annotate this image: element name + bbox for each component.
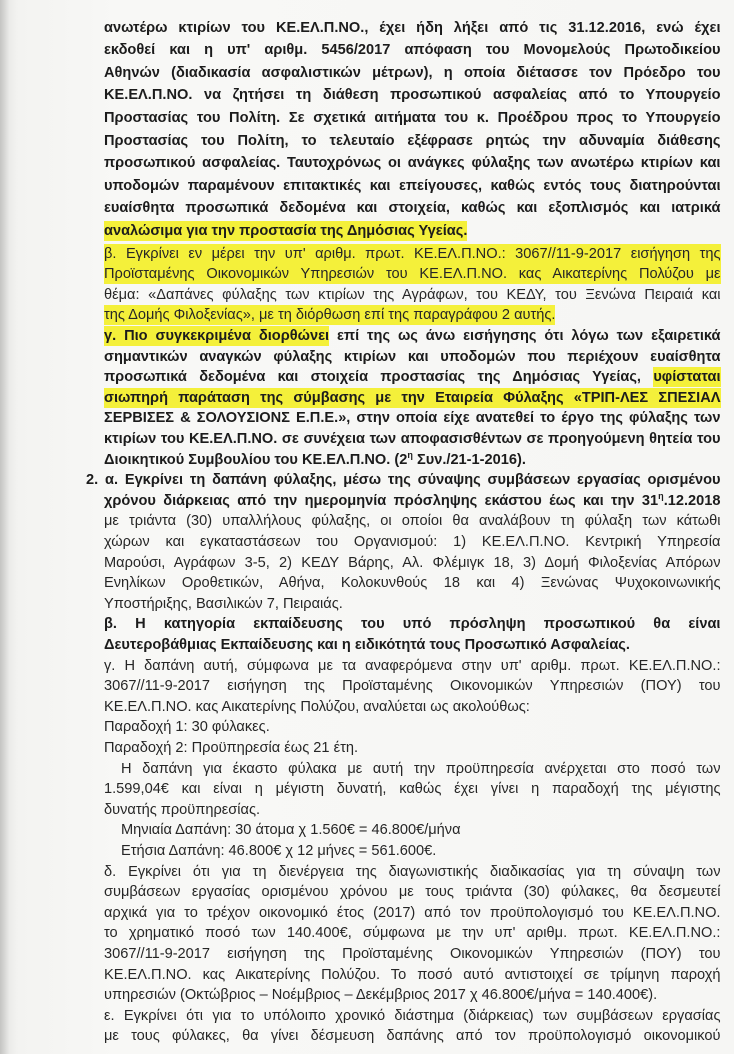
line-text: Αθηνών (διαδικασία ασφαλιστικών μέτρων), η οποία διέτασσε τον Πρόεδρο του bbox=[104, 64, 721, 81]
line-text: υποδομών παραμένουν επιτακτικές και επείγουσες, καθώς εντός τους διατηρούνται bbox=[104, 177, 721, 194]
line-text: ε. Εγκρίνει ότι για το υπόλοιπο χρονικό διάστημα (διάρκειας) των συμβάσεων εργασίας bbox=[104, 1007, 721, 1024]
line-text: β. Η κατηγορία εκπαίδευσης του υπό πρόσληψη προσωπικού θα είναι bbox=[104, 616, 721, 633]
text-line bbox=[104, 594, 721, 615]
text-line bbox=[104, 1026, 721, 1047]
text-line bbox=[104, 285, 721, 306]
line-text: ΚΕ.ΕΛ.Π.ΝΟ. κας Αικατερίνης Πολύζου. Το ποσό αυτό αντιστοιχεί σε τρίμηνη παροχή bbox=[104, 966, 721, 983]
line-text: συμβάσεων εργασίας ορισμένου χρόνου με τους τριάντα (30) φύλακες, θα δεσμευτεί bbox=[104, 884, 721, 901]
line-text: προσωπικά δεδομένα και στοιχεία προστασίας της Δημόσιας Υγείας, bbox=[104, 369, 654, 386]
text-line bbox=[104, 965, 721, 986]
text-line bbox=[104, 221, 721, 242]
line-text: Μηνιαία Δαπάνη: 30 άτομα χ 1.560€ = 46.800€/μήνα bbox=[121, 822, 461, 839]
text-line bbox=[104, 1006, 721, 1027]
text-line bbox=[104, 198, 721, 219]
text-line bbox=[104, 63, 721, 84]
line-text: Παραδοχή 1: 30 φύλακες. bbox=[104, 719, 270, 736]
assumption-line bbox=[104, 738, 721, 759]
line-text: εκδοθεί και η υπ' αριθμ. 5456/2017 απόφαση του Μονομελούς Πρωτοδικείου bbox=[104, 42, 721, 59]
line-content bbox=[104, 367, 721, 387]
line-text: κτιρίων του ΚΕ.ΕΛ.Π.ΝΟ. σε συνέχεια των αποφασισθέντων σε προηγούμενη θητεία του bbox=[104, 430, 721, 447]
text-line bbox=[104, 367, 721, 388]
line-text: ΚΕ.ΕΛ.Π.ΝΟ. να ζητήσει τη διάθεση προσωπικού ασφαλείας από το Υπουργείο bbox=[104, 87, 721, 104]
text-line bbox=[104, 153, 721, 174]
line-text: με τριάντα (30) υπαλλήλους φύλαξης, οι οποίοι θα αναλάβουν τη φύλαξη των κάτωθι bbox=[104, 513, 721, 530]
text-line bbox=[104, 388, 721, 409]
superscript-text: η bbox=[407, 449, 413, 460]
text-line bbox=[104, 923, 721, 944]
text-line bbox=[104, 429, 721, 450]
annual-cost-line bbox=[121, 841, 721, 862]
line-text: ΚΕ.ΕΛ.Π.ΝΟ. κας Αικατερίνης Πολύζου, αναλύεται ως ακολούθως: bbox=[104, 698, 530, 715]
text-line bbox=[104, 944, 721, 965]
text-line bbox=[104, 573, 721, 594]
line-text: σημαντικών αναγκών φύλαξης κτιρίων και υποδομών που περιέχουν ευαίσθητα bbox=[104, 348, 721, 365]
highlighted-text: της Δομής Φιλοξενίας», με τη διόρθωση επί της παραγράφου 2 αυτής. bbox=[104, 307, 556, 324]
line-text: θέμα: «Δαπάνες φύλαξης των κτιρίων της Αγράφων, του ΚΕΔΥ, του Ξενώνα Πειραιά και bbox=[104, 286, 721, 303]
monthly-cost-line bbox=[121, 820, 721, 841]
line-text: 3067//11-9-2017 εισήγηση της Προϊσταμένης Οικονομικών Υπηρεσιών (ΠΟΥ) του bbox=[104, 945, 721, 962]
text-line bbox=[104, 264, 721, 285]
line-text: ευαίσθητα προσωπικά δεδομένα και στοιχεία, καθώς και εξοπλισμός και ιατρικά bbox=[104, 200, 721, 217]
line-text: γ. Η δαπάνη αυτή, σύμφωνα με τα αναφερόμενα στην υπ' αριθμ. πρωτ. ΚΕ.ΕΛ.Π.ΝΟ.: bbox=[104, 657, 721, 674]
text-line bbox=[104, 18, 721, 39]
highlighted-text: αναλώσιμα για την προστασία της Δημόσιας Υγείας. bbox=[104, 222, 468, 239]
line-text: χρόνου διάρκειας από την ημερομηνία πρόσληψης εκάστου έως και την 31 bbox=[104, 492, 659, 509]
text-line bbox=[104, 614, 721, 635]
line-text: 1.599,04€ και είναι η μέγιστη δυνατή, καθώς έχει γίνει η παραδοχή της μέγιστης bbox=[104, 781, 721, 798]
text-line bbox=[104, 676, 721, 697]
line-text: χώρων και εγκαταστάσεων του Οργανισμού: 1) ΚΕ.ΕΛ.Π.ΝΟ. Κεντρική Υπηρεσία bbox=[104, 533, 721, 550]
highlighted-text: γ. Πιο συγκεκριμένα διορθώνει bbox=[104, 327, 330, 344]
line-text: Δευτεροβάθμιας Εκπαίδευσης και η ειδικότητά τους Προσωπικό Ασφαλείας. bbox=[104, 636, 630, 653]
text-line bbox=[104, 862, 721, 883]
text-line bbox=[104, 903, 721, 924]
text-line bbox=[104, 697, 721, 718]
line-text: 3067//11-9-2017 εισήγηση της Προϊσταμένης Οικονομικών Υπηρεσιών (ΠΟΥ) του bbox=[104, 678, 721, 695]
line-text: ανωτέρω κτιρίων του ΚΕ.ΕΛ.Π.ΝΟ., έχει ήδη λήξει από τις 31.12.2016, ενώ έχει bbox=[104, 19, 721, 36]
line-text: με τους φύλακες, θα γίνει δέσμευση δαπάνης από τον προϋπολογισμό οικονομικού bbox=[104, 1028, 721, 1045]
assumption-line bbox=[104, 717, 721, 738]
text-line bbox=[104, 491, 721, 512]
line-text: Προστασίας του Πολίτη, το τελευταίο εξέφρασε ρητώς την αδυναμία διάθεσης bbox=[104, 132, 721, 149]
line-text: 2. α. Εγκρίνει τη δαπάνη φύλαξης, μέσω της σύναψης συμβάσεων εργασίας ορισμένου bbox=[86, 472, 721, 489]
line-text: προσωπικού ασφαλείας. Ταυτοχρόνως οι ανάγκες φύλαξης των ανωτέρω κτιρίων και bbox=[104, 155, 721, 172]
text-line bbox=[104, 408, 721, 429]
text-line bbox=[104, 635, 721, 656]
line-text: αρχικά για το τρέχον οικονομικό έτος (2017) από τον προϋπολογισμό του ΚΕ.ΕΛ.Π.ΝΟ. bbox=[104, 904, 721, 921]
superscript-text: η bbox=[658, 490, 664, 501]
text-line bbox=[104, 244, 721, 265]
line-text: Συν./21-1-2016). bbox=[412, 451, 526, 468]
line-text: υπηρεσιών (Οκτώβριος – Νοέμβριος – Δεκέμβριος 2017 χ 46.800€/μήνα = 140.400€). bbox=[104, 987, 658, 1004]
line-text: Ενηλίκων Οροθετικών, Αθήνα, Κολοκυνθούς 18 και 4) Ξενώνας Ψυχοκοινωνικής bbox=[104, 575, 721, 592]
line-text: Προστασίας του Πολίτη. Σε σχετικά αιτήματα του κ. Προέδρου προς το Υπουργείο bbox=[104, 109, 721, 126]
text-line bbox=[104, 532, 721, 553]
line-text: επί της ως άνω εισήγησης ότι λόγω των εξαιρετικά bbox=[329, 327, 721, 344]
text-line bbox=[104, 108, 721, 129]
line-text: Διοικητικού Συμβουλίου του ΚΕ.ΕΛ.Π.ΝΟ. (2 bbox=[104, 451, 408, 468]
highlighted-text: υφίσταται bbox=[653, 369, 721, 386]
text-line bbox=[104, 511, 721, 532]
line-text: Παραδοχή 2: Προϋπηρεσία έως 21 έτη. bbox=[104, 739, 359, 756]
line-text: δ. Εγκρίνει ότι για τη διενέργεια της διαγωνιστικής διαδικασίας για τη σύναψη των bbox=[104, 863, 721, 880]
text-line bbox=[104, 131, 721, 152]
line-text: Υποστήριξης, Βασιλικών 7, Πειραιάς. bbox=[104, 595, 343, 612]
text-line bbox=[104, 779, 721, 800]
highlighted-text: σιωπηρή παράταση της σύμβασης με την Εταιρεία Φύλαξης «ΤΡΙΠ-ΛΕΣ ΣΠΕΣΙΑΛ bbox=[104, 389, 721, 406]
line-text: .12.2018 bbox=[663, 492, 721, 509]
page-edge-shadow bbox=[0, 0, 9, 1054]
text-line bbox=[104, 882, 721, 903]
text-line bbox=[86, 470, 721, 491]
text-line bbox=[104, 656, 721, 677]
line-content bbox=[104, 490, 721, 509]
text-line bbox=[104, 450, 721, 471]
line-text: το χρηματικό ποσό των 140.400€, σύμφωνα με την υπ' αριθμ. πρωτ. ΚΕ.ΕΛ.Π.ΝΟ.: bbox=[104, 925, 721, 942]
text-line bbox=[104, 326, 721, 347]
text-line bbox=[104, 347, 721, 368]
line-content bbox=[104, 326, 721, 346]
line-text: Ετήσια Δαπάνη: 46.800€ χ 12 μήνες = 561.600€. bbox=[121, 842, 437, 859]
text-line bbox=[121, 759, 721, 780]
line-text: ΣΕΡΒΙΣΕΣ & ΣΟΛΟΥΣΙΟΝΣ Ε.Π.Ε.», στην οποία είχε ανατεθεί το έργο της φύλαξης των bbox=[104, 410, 721, 427]
line-text: Η δαπάνη για έκαστο φύλακα με αυτή την προϋπηρεσία ανέρχεται στο ποσό των bbox=[121, 760, 721, 777]
highlighted-text: Προϊσταμένης Οικονομικών Υπηρεσιών του ΚΕ.ΕΛ.Π.ΝΟ. κας Αικατερίνης Πολύζου με bbox=[104, 266, 721, 283]
text-line bbox=[104, 40, 721, 61]
text-line bbox=[104, 800, 721, 821]
highlighted-text: β. Εγκρίνει εν μέρει την υπ' αριθμ. πρωτ. ΚΕ.ΕΛ.Π.ΝΟ.: 3067//11-9-2017 εισήγηση της bbox=[104, 245, 721, 262]
line-text: Μαρούσι, Αγράφων 3-5, 2) ΚΕΔΥ Βάρης, Αλ. Φλέμιγκ 18, 3) Δομή Φιλοξενίας Απόρων bbox=[104, 554, 721, 571]
text-line bbox=[104, 85, 721, 106]
line-content bbox=[104, 449, 526, 468]
text-line bbox=[104, 553, 721, 574]
text-line bbox=[104, 305, 721, 326]
text-line bbox=[104, 176, 721, 197]
text-line bbox=[104, 985, 721, 1006]
line-text: δυνατής προϋπηρεσίας. bbox=[104, 801, 261, 818]
